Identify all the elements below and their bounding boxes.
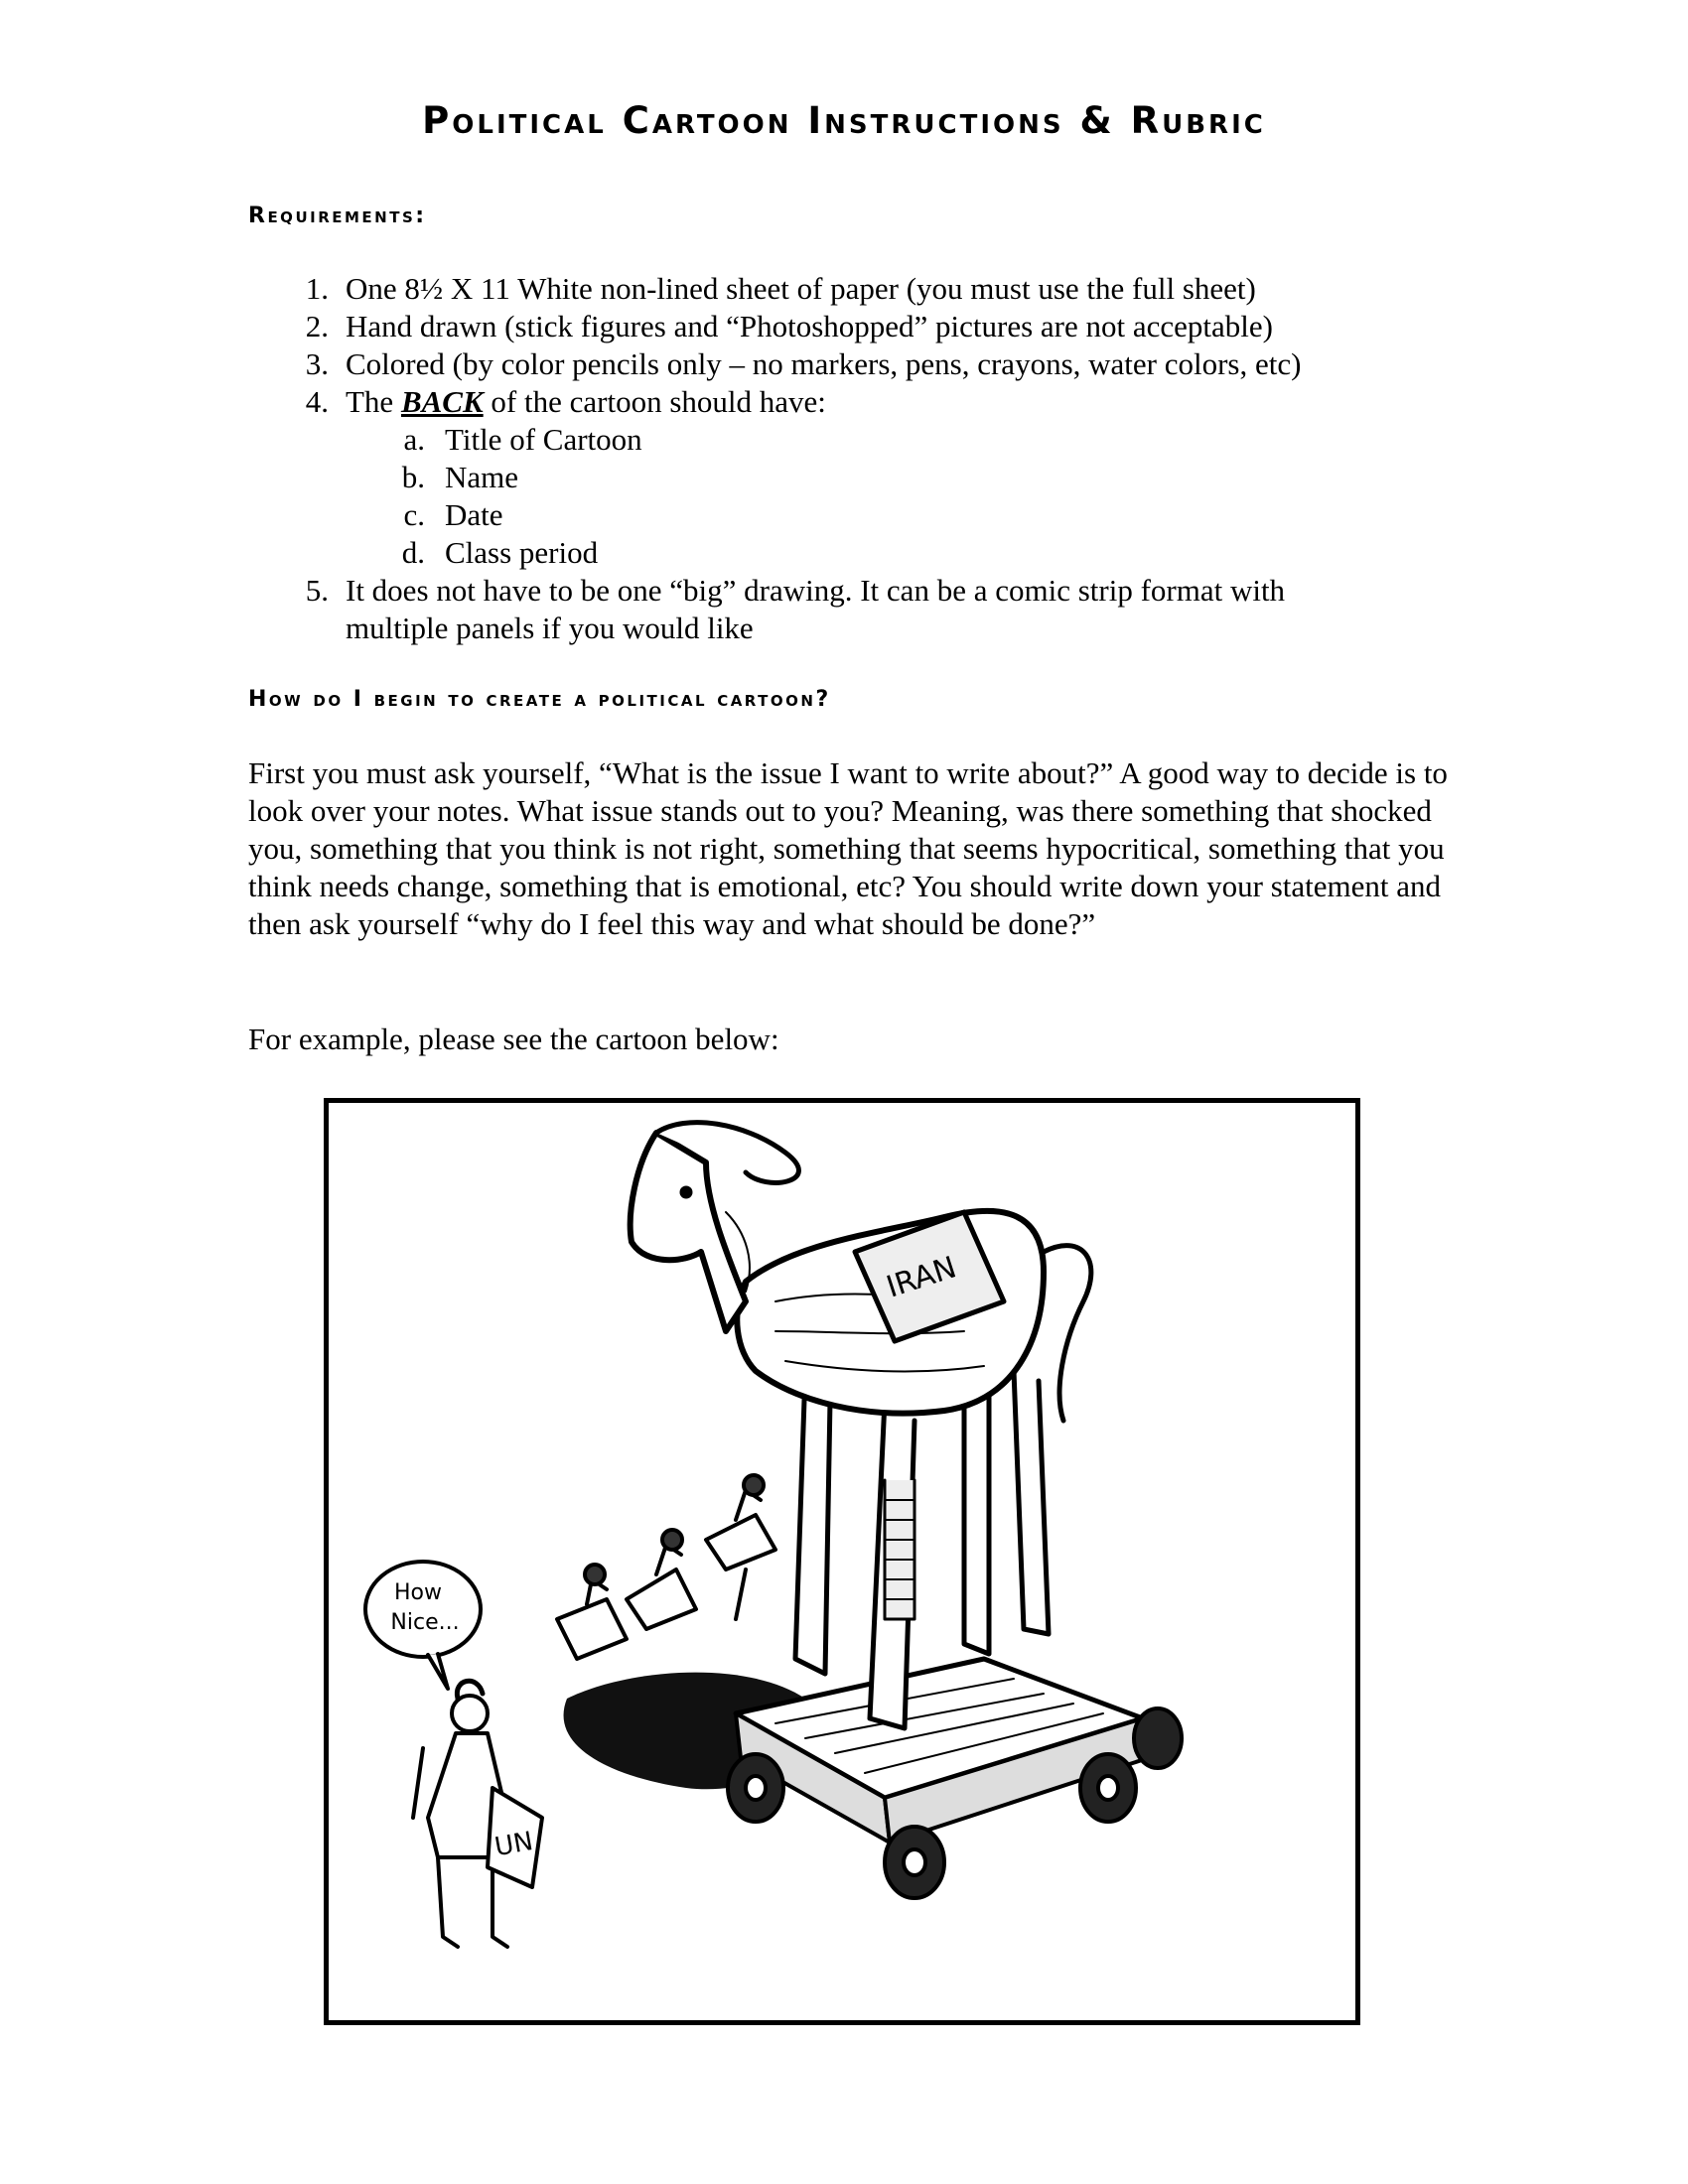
sub-letter: d.	[401, 535, 425, 570]
back-emphasis: BACK	[400, 384, 484, 419]
speech-text-line2: Nice...	[390, 1610, 460, 1635]
horse-cart	[736, 1659, 1148, 1843]
example-text: For example, please see the cartoon below:	[248, 1022, 779, 1056]
speech-text-line1: How	[394, 1580, 442, 1605]
horse-label: IRAN	[882, 1250, 961, 1305]
requirement-item: Colored (by color pencils only – no markers, pens, crayons, water colors, etc)	[346, 346, 1302, 381]
un-soldier	[413, 1681, 542, 1947]
list-number: 5.	[305, 573, 329, 608]
list-number: 1.	[305, 271, 329, 306]
speech-bubble	[365, 1562, 481, 1689]
page-title: Political Cartoon Instructions & Rubric	[422, 99, 1266, 142]
requirement-item	[346, 383, 826, 421]
list-number: 4.	[305, 384, 329, 419]
requirement-item: It does not have to be one “big” drawing. It can be a comic strip format with	[346, 573, 1286, 608]
list-number: 2.	[305, 309, 329, 343]
cartoon-image	[324, 1098, 1360, 2025]
list-number: 3.	[305, 346, 329, 381]
item-suffix: of the cartoon should have:	[483, 384, 826, 419]
soldiers	[557, 1475, 775, 1659]
sub-letter: a.	[403, 422, 425, 457]
requirement-item: One 8½ X 11 White non-lined sheet of paper (you must use the full sheet)	[346, 271, 1256, 306]
item-prefix: The	[346, 384, 401, 419]
horse-tail	[1044, 1246, 1091, 1421]
sub-item: Class period	[445, 535, 599, 570]
how-to-heading: How do I begin to create a political cartoon?	[248, 687, 831, 712]
requirement-item: Hand drawn (stick figures and “Photoshopped” pictures are not acceptable)	[346, 309, 1273, 343]
horse-eye	[680, 1186, 692, 1198]
instructions-paragraph: First you must ask yourself, “What is the issue I want to write about?” A good way to decide is to look over your notes. What issue stands out to you? Meaning, was there something that shocked you, something that you think is not right, something that seems hypocritical, something that you think needs change, something that is emotional, etc? You should write down your statement and then ask yourself “why do I feel this way and what should be done?”	[248, 755, 1448, 941]
sub-item: Name	[445, 460, 519, 494]
requirements-heading: Requirements:	[248, 204, 427, 228]
sub-item: Date	[445, 497, 503, 532]
sub-letter: c.	[403, 497, 425, 532]
requirement-item-continued: multiple panels if you would like	[346, 611, 754, 645]
trojan-horse-cartoon	[329, 1103, 1355, 2020]
sub-letter: b.	[401, 460, 425, 494]
shield-label: UN	[492, 1827, 536, 1863]
sub-item: Title of Cartoon	[445, 422, 642, 457]
